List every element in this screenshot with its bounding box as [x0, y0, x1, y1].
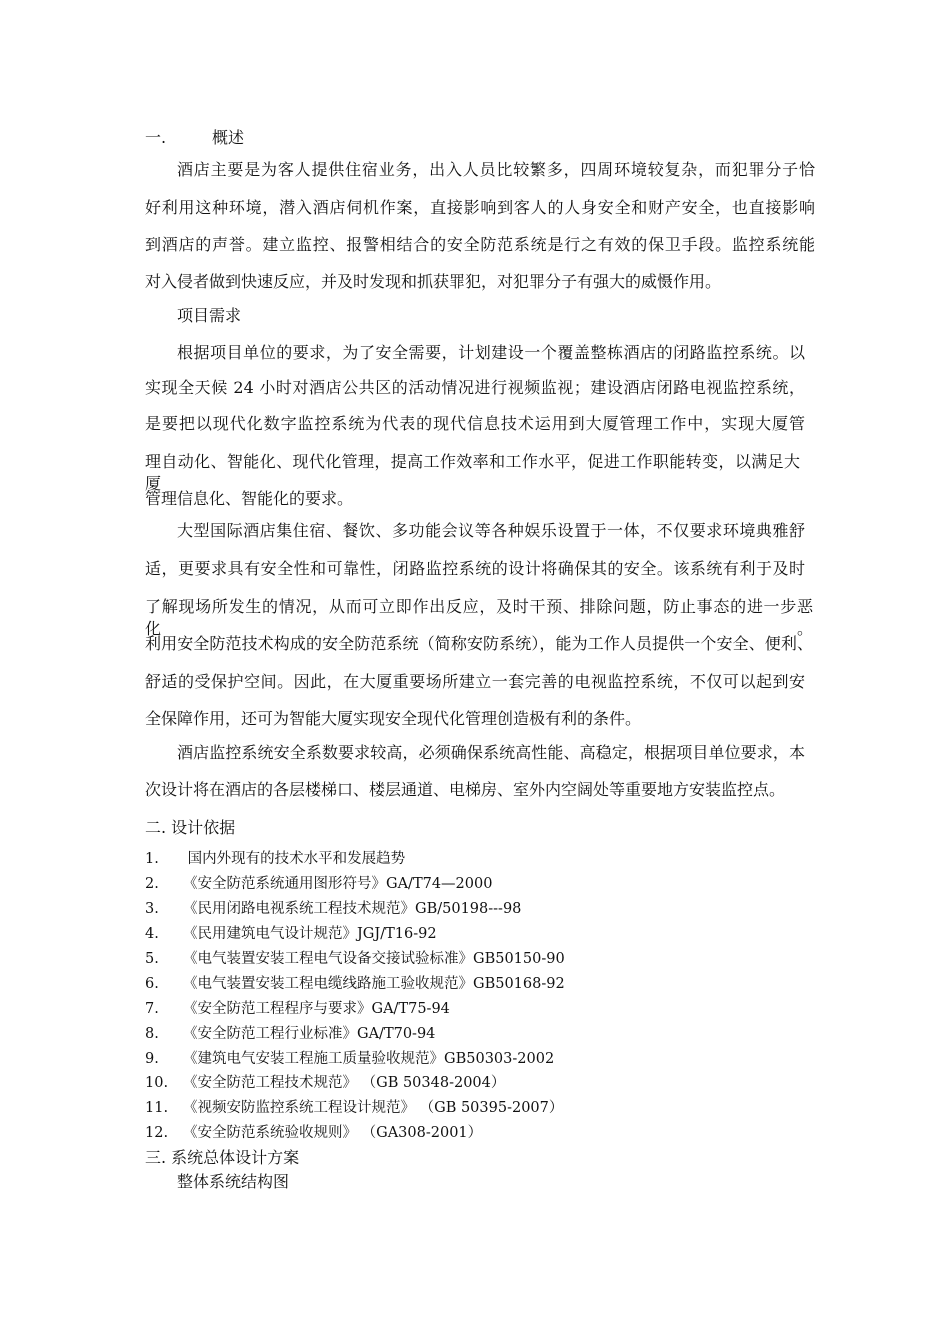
- section1-title: 概述: [212, 128, 245, 147]
- reference-text: 《安全防范工程技术规范》 （GB 50348-2004）: [183, 1075, 506, 1091]
- reference-item: [145, 974, 565, 994]
- section3-heading: 三. 系统总体设计方案: [145, 1148, 300, 1167]
- para3-line: 适，更要求具有安全性和可靠性，闭路监控系统的设计将确保其的安全。该系统有利于及时: [145, 559, 805, 578]
- reference-item: [145, 999, 450, 1019]
- reference-item: [145, 849, 405, 869]
- para2-line: 理自动化、智能化、现代化管理，提高工作效率和工作水平，促进工作职能转变，以满足大厦: [145, 452, 800, 493]
- reference-text: 《电气装置安装工程电气设备交接试验标准》GB50150-90: [183, 951, 565, 967]
- reference-item: [145, 1049, 554, 1069]
- reference-number: 6.: [145, 976, 159, 992]
- reference-text: 国内外现有的技术水平和发展趋势: [183, 851, 406, 867]
- reference-number: 4.: [145, 926, 159, 942]
- reference-number: 9.: [145, 1051, 159, 1067]
- reference-number: 2.: [145, 876, 159, 892]
- para2-line: 管理信息化、智能化的要求。: [145, 489, 354, 508]
- section2-heading: 二. 设计依据: [145, 818, 236, 837]
- reference-item: [145, 899, 521, 919]
- para3-line: 舒适的受保护空间。因此，在大厦重要场所建立一套完善的电视监控系统，不仅可以起到安: [145, 672, 805, 691]
- para3-line: 了解现场所发生的情况，从而可立即作出反应，及时干预、排除问题，防止事态的进一步恶化。: [145, 597, 813, 638]
- reference-number: 10.: [145, 1075, 169, 1091]
- reference-number: 3.: [145, 901, 159, 917]
- reference-text: 《建筑电气安装工程施工质量验收规范》GB50303-2002: [183, 1051, 555, 1067]
- reference-number: 7.: [145, 1001, 159, 1017]
- reference-text: 《安全防范系统通用图形符号》GA/T74—2000: [183, 876, 493, 892]
- para4-line: 酒店监控系统安全系数要求较高，必须确保系统高性能、高稳定，根据项目单位要求，本: [177, 743, 805, 762]
- para2-line: 实现全天候 24 小时对酒店公共区的活动情况进行视频监视；建设酒店闭路电视监控系统，: [145, 378, 805, 397]
- para4-line: 次设计将在酒店的各层楼梯口、楼层通道、电梯房、室外内空阔处等重要地方安装监控点。: [145, 780, 786, 799]
- reference-number: 11.: [145, 1100, 169, 1116]
- para1-line: 好利用这种环境，潜入酒店伺机作案，直接影响到客人的人身安全和财产安全，也直接影响: [145, 198, 815, 217]
- para3-line: 大型国际酒店集住宿、餐饮、多功能会议等各种娱乐设置于一体，不仅要求环境典雅舒: [177, 521, 805, 540]
- reference-number: 8.: [145, 1026, 159, 1042]
- reference-item: [145, 1123, 482, 1143]
- reference-item: [145, 874, 492, 894]
- reference-text: 《安全防范系统验收规则》 （GA308-2001）: [183, 1125, 483, 1141]
- para2-line: 是要把以现代化数字监控系统为代表的现代信息技术运用到大厦管理工作中，实现大厦管: [145, 414, 805, 433]
- para1-line: 酒店主要是为客人提供住宿业务，出入人员比较繁多，四周环境较复杂，而犯罪分子恰: [177, 160, 815, 179]
- reference-number: 12.: [145, 1125, 169, 1141]
- section3-subheading: 整体系统结构图: [177, 1172, 290, 1191]
- reference-item: [145, 1024, 435, 1044]
- reference-text: 《电气装置安装工程电缆线路施工验收规范》GB50168-92: [183, 976, 565, 992]
- reference-item: [145, 924, 437, 944]
- reference-item: [145, 949, 565, 969]
- reference-item: [145, 1073, 505, 1093]
- reference-text: 《安全防范工程行业标准》GA/T70-94: [183, 1026, 436, 1042]
- para2-line: 根据项目单位的要求，为了安全需要，计划建设一个覆盖整栋酒店的闭路监控系统。以: [177, 343, 805, 362]
- para3-line: 利用安全防范技术构成的安全防范系统（简称安防系统），能为工作人员提供一个安全、便利、: [145, 634, 813, 653]
- section1-number: 一.: [145, 128, 167, 147]
- reference-text: 《民用建筑电气设计规范》JGJ/T16-92: [183, 926, 437, 942]
- reference-text: 《民用闭路电视系统工程技术规范》GB/50198---98: [183, 901, 522, 917]
- reference-number: 5.: [145, 951, 159, 967]
- reference-text: 《视频安防监控系统工程设计规范》 （GB 50395-2007）: [183, 1100, 564, 1116]
- reference-text: 《安全防范工程程序与要求》GA/T75-94: [183, 1001, 450, 1017]
- reference-item: [145, 1098, 563, 1118]
- para1-line: 对入侵者做到快速反应，并及时发现和抓获罪犯，对犯罪分子有强大的威慑作用。: [145, 272, 722, 291]
- para1-line: 到酒店的声誉。建立监控、报警相结合的安全防范系统是行之有效的保卫手段。监控系统能: [145, 235, 815, 254]
- para3-line: 全保障作用，还可为智能大厦实现安全现代化管理创造极有利的条件。: [145, 709, 642, 728]
- reference-number: 1.: [145, 851, 159, 867]
- subheading-project-requirements: 项目需求: [177, 306, 242, 325]
